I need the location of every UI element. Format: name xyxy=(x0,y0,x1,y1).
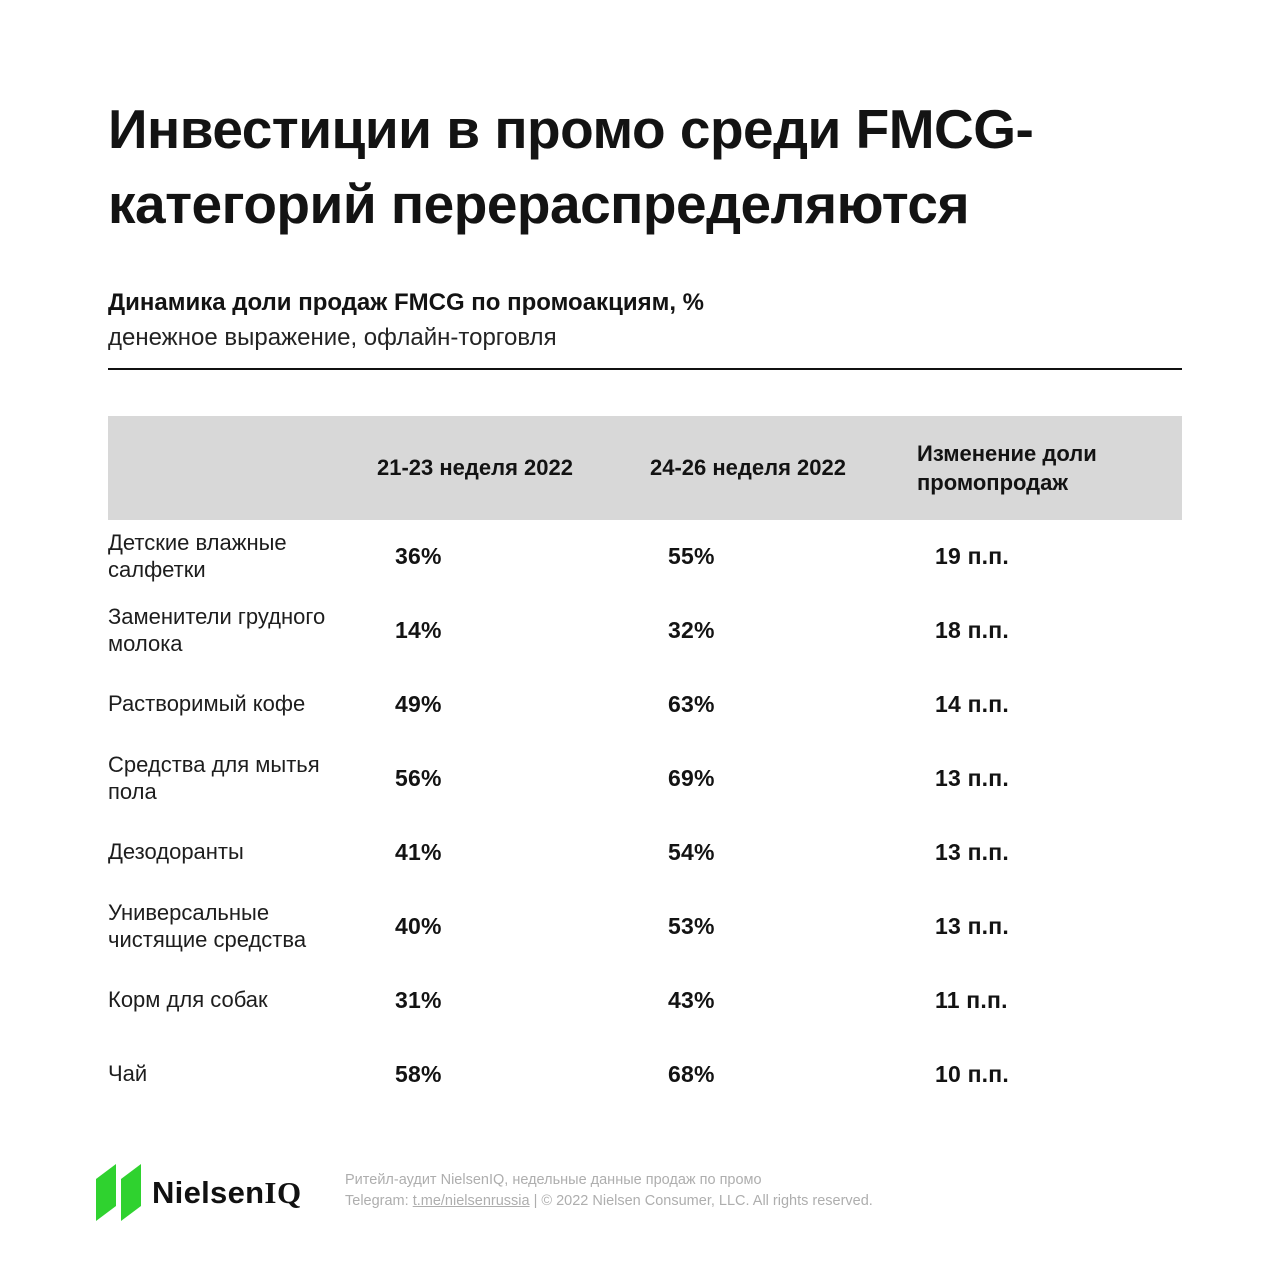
table-row xyxy=(108,742,1182,816)
value-change: 19 п.п. xyxy=(935,543,1009,570)
category-label: Заменители грудного молока xyxy=(108,603,326,656)
value-week-24-26: 68% xyxy=(668,1061,715,1088)
value-week-21-23: 31% xyxy=(395,987,442,1014)
table-header-week-21-23: 21-23 неделя 2022 xyxy=(377,455,573,481)
category-label: Корм для собак xyxy=(108,987,268,1013)
value-week-21-23: 14% xyxy=(395,617,442,644)
table-row xyxy=(108,520,1182,594)
footer-line1: Ритейл-аудит NielsenIQ, недельные данные продаж по промо xyxy=(345,1171,762,1188)
telegram-link[interactable]: t.me/nielsenrussia xyxy=(412,1193,530,1210)
category-label: Дезодоранты xyxy=(108,839,244,865)
table-row xyxy=(108,1038,1182,1112)
value-change: 14 п.п. xyxy=(935,691,1009,718)
category-label: Растворимый кофе xyxy=(108,691,306,717)
value-week-24-26: 63% xyxy=(668,691,715,718)
page-title: Инвестиции в промо среди FMCG-категорий перераспределяются xyxy=(108,98,1034,236)
value-week-21-23: 36% xyxy=(395,543,442,570)
table-row xyxy=(108,668,1182,742)
wordmark-iq: IQ xyxy=(264,1174,302,1210)
category-label: Чай xyxy=(108,1061,148,1087)
footer-text xyxy=(345,1170,873,1214)
category-label: Детские влажные салфетки xyxy=(108,529,287,582)
footer-copyright: | © 2022 Nielsen Consumer, LLC. All rights reserved. xyxy=(529,1193,873,1210)
table-body xyxy=(108,520,1182,1112)
divider xyxy=(108,368,1182,370)
value-week-24-26: 54% xyxy=(668,839,715,866)
nielseniq-logo xyxy=(95,1162,345,1224)
category-label: Универсальные чистящие средства xyxy=(108,899,307,952)
category-label: Средства для мытья пола xyxy=(108,751,320,804)
value-week-24-26: 43% xyxy=(668,987,715,1014)
value-week-21-23: 58% xyxy=(395,1061,442,1088)
table-row xyxy=(108,816,1182,890)
table-header-row xyxy=(108,416,1182,520)
nielseniq-wordmark xyxy=(152,1175,302,1211)
value-week-24-26: 55% xyxy=(668,543,715,570)
value-week-24-26: 32% xyxy=(668,617,715,644)
table-row xyxy=(108,964,1182,1038)
chart-subtitle-bold: Динамика доли продаж FMCG по промоакциям, % xyxy=(108,288,705,316)
table-header-week-24-26: 24-26 неделя 2022 xyxy=(650,455,846,481)
value-week-24-26: 53% xyxy=(668,913,715,940)
value-week-21-23: 40% xyxy=(395,913,442,940)
value-change: 18 п.п. xyxy=(935,617,1009,644)
table-row xyxy=(108,890,1182,964)
footer-telegram-label: Telegram: xyxy=(345,1193,413,1210)
value-week-21-23: 41% xyxy=(395,839,442,866)
value-week-21-23: 49% xyxy=(395,691,442,718)
wordmark-nielsen: Nielsen xyxy=(152,1174,265,1210)
table-header-change: Изменение доли промопродаж xyxy=(917,440,1097,495)
table-row xyxy=(108,594,1182,668)
value-week-21-23: 56% xyxy=(395,765,442,792)
value-change: 13 п.п. xyxy=(935,913,1009,940)
nielseniq-double-slash-icon xyxy=(95,1162,143,1224)
value-change: 10 п.п. xyxy=(935,1061,1009,1088)
chart-subtitle-light: денежное выражение, офлайн-торговля xyxy=(108,323,557,351)
value-change: 13 п.п. xyxy=(935,839,1009,866)
promo-table xyxy=(108,416,1182,1112)
value-change: 11 п.п. xyxy=(935,987,1008,1014)
value-week-24-26: 69% xyxy=(668,765,715,792)
footer xyxy=(95,1162,1280,1224)
footer-line2 xyxy=(345,1191,873,1213)
value-change: 13 п.п. xyxy=(935,765,1009,792)
